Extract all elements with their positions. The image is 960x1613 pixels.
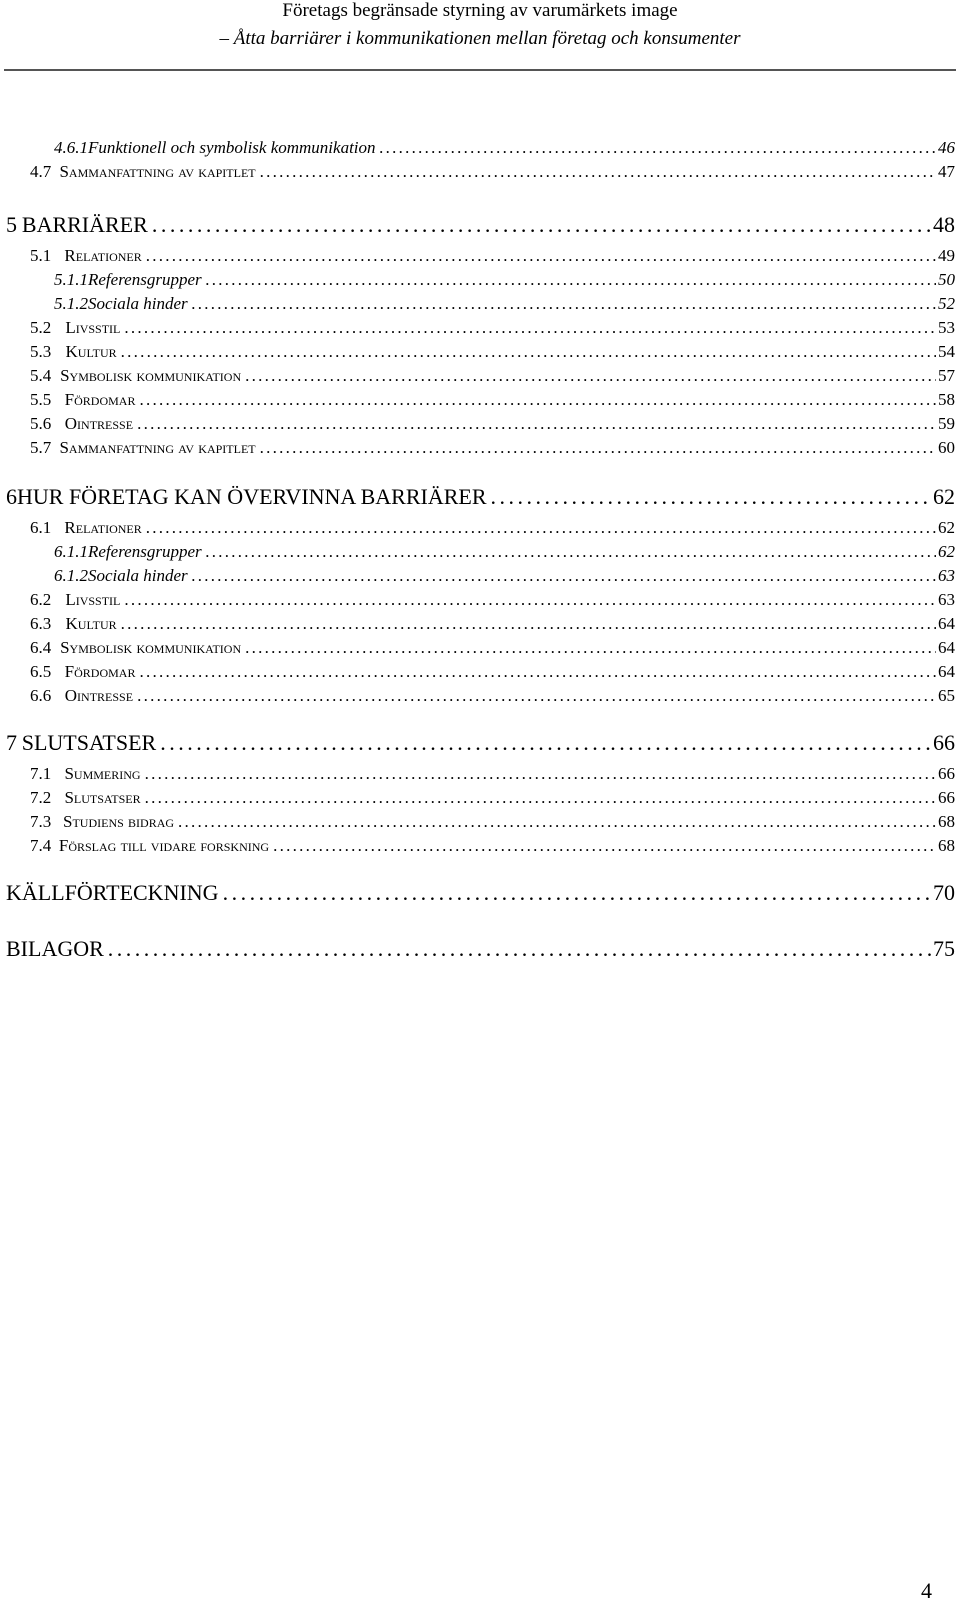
toc-entry-number: 7.1 xyxy=(30,764,52,783)
toc-dot-leader xyxy=(260,162,936,182)
toc-dot-leader xyxy=(124,590,936,610)
toc-entry-page: 75 xyxy=(933,936,955,961)
toc-entry[interactable] xyxy=(30,246,955,266)
toc-dot-leader xyxy=(121,614,936,634)
toc-entry-number: 6.1.1 xyxy=(54,542,88,561)
toc-entry-page: 49 xyxy=(938,246,955,265)
toc-entry-number: 7.2 xyxy=(30,788,52,807)
toc-entry-title: Sammanfattning av kapitlet xyxy=(59,438,256,457)
toc-entry[interactable] xyxy=(30,366,955,386)
toc-entry-page: 62 xyxy=(938,518,955,537)
toc-entry-page: 50 xyxy=(938,270,955,289)
toc-entry-page: 63 xyxy=(938,590,955,609)
toc-entry-title: Ointresse xyxy=(64,414,134,433)
toc-entry-page: 66 xyxy=(938,764,955,783)
toc-entry-page: 64 xyxy=(938,662,955,681)
toc-dot-leader xyxy=(139,662,936,682)
toc-dot-leader xyxy=(152,212,931,238)
toc-dot-leader xyxy=(146,246,936,266)
toc-entry-page: 53 xyxy=(938,318,955,337)
toc-entry-title: Livsstil xyxy=(65,318,121,337)
toc-entry[interactable] xyxy=(30,390,955,410)
toc-entry-page: 62 xyxy=(938,542,955,561)
toc-entry[interactable] xyxy=(30,686,955,706)
toc-entry-page: 70 xyxy=(933,880,955,905)
toc-entry-page: 68 xyxy=(938,812,955,831)
toc-entry-page: 66 xyxy=(933,730,955,755)
toc-entry-title: Symbolisk kommunikation xyxy=(60,366,242,385)
toc-entry-title: KÄLLFÖRTECKNING xyxy=(6,880,219,905)
toc-entry-number: 5.1 xyxy=(30,246,52,265)
toc-entry-number: 5.1.1 xyxy=(54,270,88,289)
toc-entry[interactable] xyxy=(30,788,955,808)
toc-dot-leader xyxy=(380,138,936,158)
toc-dot-leader xyxy=(137,414,936,434)
toc-entry[interactable] xyxy=(30,342,955,362)
toc-entry-number: 5 xyxy=(6,212,17,237)
toc-dot-leader xyxy=(160,730,931,756)
toc-entry-number: 4.6.1 xyxy=(54,138,88,157)
toc-entry-title: Funktionell och symbolisk kommunikation xyxy=(88,138,376,157)
toc-dot-leader xyxy=(206,542,936,562)
toc-entry-title: Relationer xyxy=(64,518,142,537)
toc-entry-title: Fördomar xyxy=(64,662,136,681)
toc-entry-title: Slutsatser xyxy=(64,788,141,807)
toc-dot-leader xyxy=(206,270,936,290)
header-divider xyxy=(4,69,956,71)
toc-dot-leader xyxy=(491,484,932,510)
toc-dot-leader xyxy=(273,836,936,856)
toc-entry[interactable] xyxy=(30,764,955,784)
toc-entry-page: 65 xyxy=(938,686,955,705)
toc-dot-leader xyxy=(192,294,936,314)
toc-entry-number: 6.1 xyxy=(30,518,52,537)
page-number: 4 xyxy=(921,1578,932,1603)
toc-entry-number: 5.6 xyxy=(30,414,52,433)
toc-entry-page: 52 xyxy=(938,294,955,313)
toc-entry-title: Referensgrupper xyxy=(88,542,202,561)
toc-entry-number: 6.6 xyxy=(30,686,52,705)
toc-entry-number: 5.4 xyxy=(30,366,52,385)
toc-entry[interactable] xyxy=(30,414,955,434)
toc-dot-leader xyxy=(108,936,931,962)
toc-entry-number: 5.2 xyxy=(30,318,52,337)
toc-entry-page: 57 xyxy=(938,366,955,385)
toc-entry-title: Förslag till vidare forskning xyxy=(58,836,270,855)
toc-entry[interactable] xyxy=(6,730,955,756)
toc-entry-title: Kultur xyxy=(65,342,117,361)
toc-entry-title: Sociala hinder xyxy=(88,294,188,313)
toc-entry-title: Sociala hinder xyxy=(88,566,188,585)
toc-entry-page: 62 xyxy=(933,484,955,509)
toc-entry[interactable] xyxy=(30,638,955,658)
header-title: Företags begränsade styrning av varumärkets image xyxy=(282,0,678,21)
toc-entry-number: 5.5 xyxy=(30,390,52,409)
toc-entry-page: 64 xyxy=(938,614,955,633)
toc-entry-title: SLUTSATSER xyxy=(21,730,157,755)
toc-entry-number: 5.1.2 xyxy=(54,294,88,313)
toc-entry[interactable] xyxy=(6,484,955,510)
toc-entry-number: 7.3 xyxy=(30,812,52,831)
toc-entry-title: Summering xyxy=(64,764,141,783)
toc-entry[interactable] xyxy=(6,212,955,238)
toc-entry[interactable] xyxy=(30,662,955,682)
toc-entry-number: 5.3 xyxy=(30,342,52,361)
toc-entry-page: 46 xyxy=(938,138,955,157)
toc-dot-leader xyxy=(245,366,936,386)
toc-entry-title: Kultur xyxy=(65,614,117,633)
header-subtitle: – Åtta barriärer i kommunikationen mellan företag och konsumenter xyxy=(219,28,741,49)
toc-entry[interactable] xyxy=(30,614,955,634)
toc-dot-leader xyxy=(137,686,936,706)
toc-entry-number: 6.4 xyxy=(30,638,52,657)
toc-entry-number: 7.4 xyxy=(30,836,52,855)
toc-entry-number: 6.3 xyxy=(30,614,52,633)
toc-dot-leader xyxy=(260,438,936,458)
toc-entry-page: 59 xyxy=(938,414,955,433)
toc-entry-page: 60 xyxy=(938,438,955,457)
toc-dot-leader xyxy=(245,638,936,658)
toc-entry[interactable] xyxy=(54,270,955,290)
toc-entry-title: Livsstil xyxy=(65,590,121,609)
toc-entry[interactable] xyxy=(54,294,955,314)
toc-entry-title: Sammanfattning av kapitlet xyxy=(59,162,256,181)
toc-entry-number: 7 xyxy=(6,730,17,755)
toc-entry[interactable] xyxy=(30,590,955,610)
toc-entry[interactable] xyxy=(30,836,955,856)
toc-entry-title: BILAGOR xyxy=(6,936,104,961)
toc-dot-leader xyxy=(192,566,936,586)
toc-entry[interactable] xyxy=(30,438,955,458)
toc-dot-leader xyxy=(146,518,936,538)
toc-entry[interactable] xyxy=(54,138,955,158)
toc-entry[interactable] xyxy=(30,162,955,182)
toc-entry-title: Studiens bidrag xyxy=(63,812,175,831)
toc-entry-page: 63 xyxy=(938,566,955,585)
toc-dot-leader xyxy=(145,764,936,784)
toc-entry[interactable] xyxy=(54,566,955,586)
toc-dot-leader xyxy=(121,342,936,362)
toc-dot-leader xyxy=(145,788,936,808)
toc-entry[interactable] xyxy=(30,318,955,338)
toc-entry-title: BARRIÄRER xyxy=(21,212,148,237)
toc-entry-page: 66 xyxy=(938,788,955,807)
toc-dot-leader xyxy=(139,390,936,410)
toc-entry-page: 64 xyxy=(938,638,955,657)
toc-entry[interactable] xyxy=(30,812,955,832)
toc-dot-leader xyxy=(178,812,936,832)
toc-entry-page: 58 xyxy=(938,390,955,409)
toc-entry-title: Symbolisk kommunikation xyxy=(60,638,242,657)
toc-entry[interactable] xyxy=(6,936,955,962)
toc-entry-number: 6 xyxy=(6,484,17,509)
toc-entry-number: 4.7 xyxy=(30,162,52,181)
toc-entry-title: Fördomar xyxy=(64,390,136,409)
toc-entry[interactable] xyxy=(6,880,955,906)
toc-entry[interactable] xyxy=(54,542,955,562)
toc-entry-number: 6.5 xyxy=(30,662,52,681)
toc-entry-page: 47 xyxy=(938,162,955,181)
toc-entry-number: 5.7 xyxy=(30,438,52,457)
toc-entry-title: Relationer xyxy=(64,246,142,265)
toc-entry-title: HUR FÖRETAG KAN ÖVERVINNA BARRIÄRER xyxy=(17,484,487,509)
toc-entry-page: 54 xyxy=(938,342,955,361)
toc-entry[interactable] xyxy=(30,518,955,538)
toc-dot-leader xyxy=(124,318,936,338)
toc-entry-number: 6.2 xyxy=(30,590,52,609)
toc-entry-title: Ointresse xyxy=(64,686,134,705)
toc-entry-page: 68 xyxy=(938,836,955,855)
toc-entry-number: 6.1.2 xyxy=(54,566,88,585)
toc-dot-leader xyxy=(223,880,931,906)
toc-entry-page: 48 xyxy=(933,212,955,237)
toc-entry-title: Referensgrupper xyxy=(88,270,202,289)
